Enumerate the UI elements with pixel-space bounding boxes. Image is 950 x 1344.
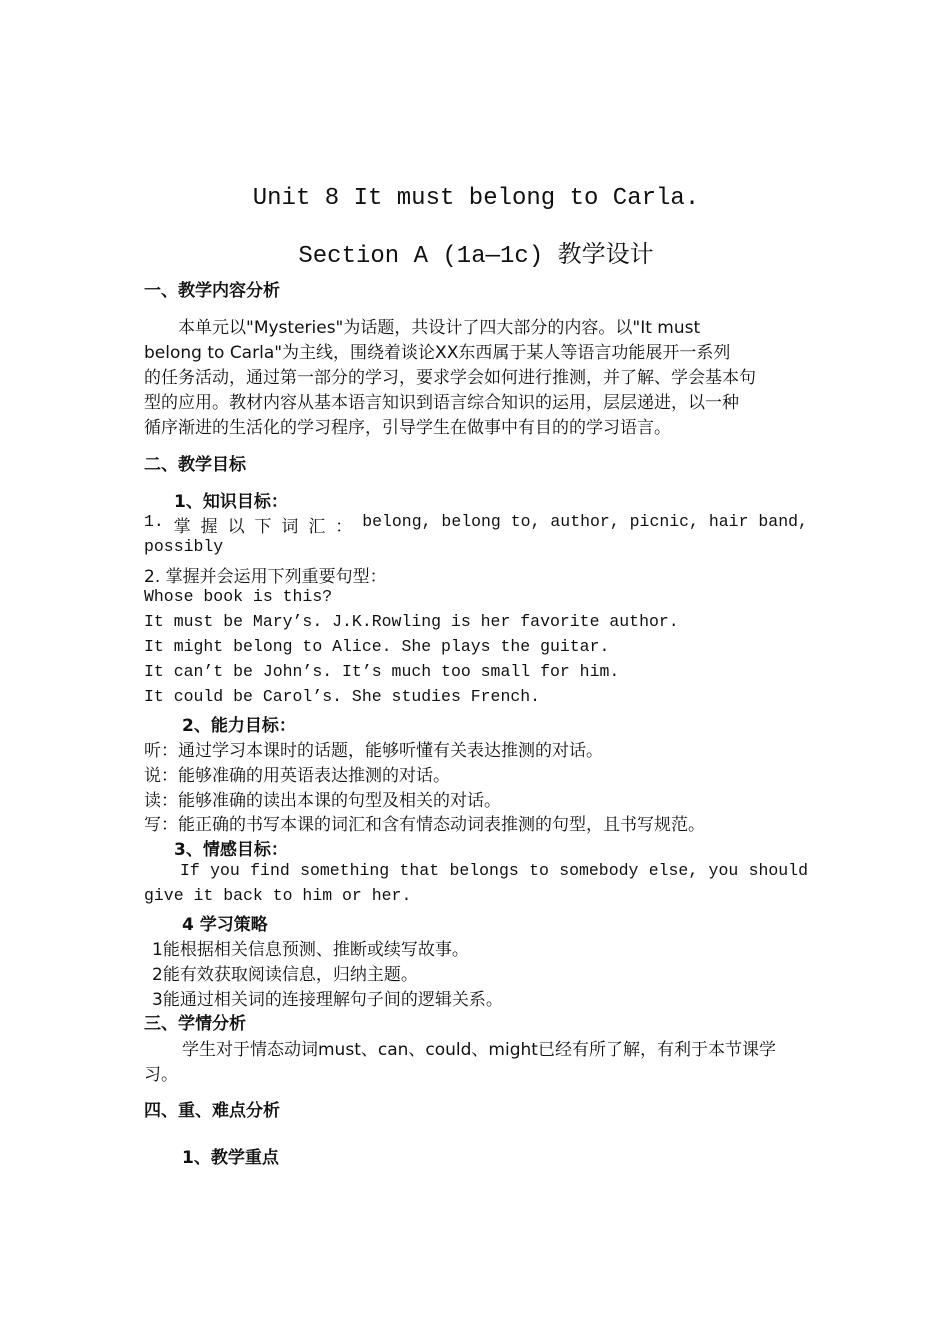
paragraph-line: 循序渐进的生活化的学习程序，引导学生在做事中有目的的学习语言。: [144, 418, 671, 438]
paragraph-line: 的任务活动，通过第一部分的学习，要求学会如何进行推测，并了解、学会基本句: [144, 368, 756, 388]
sentence-pattern: It can’t be John’s. It’s much too small for him.: [144, 662, 620, 681]
subheading-teaching-focus: 1、教学重点: [182, 1148, 279, 1168]
sentence-pattern: It must be Mary’s. J.K.Rowling is her favorite author.: [144, 612, 679, 631]
vocab-word: belong: [441, 512, 501, 531]
paragraph-line: 学生对于情态动词must、can、could、might已经有所了解，有利于本节课学: [182, 1040, 776, 1060]
section-heading-teaching-goals: 二、教学目标: [144, 455, 246, 475]
section-heading-content-analysis: 一、教学内容分析: [144, 281, 280, 301]
emotion-line: [180, 861, 808, 880]
paragraph-line: 习。: [144, 1065, 178, 1085]
subheading-knowledge-goals: 1、知识目标：: [174, 492, 288, 512]
strategy-item: 3能通过相关词的连接理解句子间的逻辑关系。: [152, 990, 503, 1010]
vocab-word: 汇: [308, 517, 326, 537]
paragraph-line: 型的应用。教材内容从基本语言知识到语言综合知识的运用，层层递进，以一种: [144, 393, 739, 413]
emotion-word: you: [210, 861, 240, 880]
section-heading-key-difficult-points: 四、重、难点分析: [144, 1101, 280, 1121]
vocab-word: 握: [200, 517, 218, 537]
vocab-word: belong,: [362, 512, 432, 531]
sentence-pattern: It could be Carol’s. She studies French.: [144, 687, 541, 706]
document-title: Unit 8 It must belong to Carla.: [252, 185, 700, 212]
vocab-word: 1.: [144, 512, 164, 531]
sentence-pattern: It might belong to Alice. She plays the guitar.: [144, 637, 610, 656]
ability-item: 说：能够准确的用英语表达推测的对话。: [144, 766, 450, 786]
subheading-learning-strategy: 4 学习策略: [182, 915, 268, 935]
emotion-word: else,: [648, 861, 699, 880]
subheading-emotion-goals: 3、情感目标：: [174, 840, 288, 860]
document-subtitle: Section A (1a—1c) 教学设计: [298, 243, 654, 270]
vocab-word: 以: [227, 517, 245, 537]
emotion-word: If: [180, 861, 200, 880]
vocab-word: 下: [254, 517, 272, 537]
patterns-intro: 2. 掌握并会运用下列重要句型：: [144, 567, 387, 587]
sentence-pattern: Whose book is this?: [144, 587, 333, 606]
section-heading-learner-analysis: 三、学情分析: [144, 1014, 246, 1034]
ability-item: 写：能正确的书写本课的词汇和含有情态动词表推测的句型，且书写规范。: [144, 815, 705, 835]
paragraph-line: belong to Carla"为主线，围绕着谈论XX东西属于某人等语言功能展开一系列: [144, 343, 731, 363]
paragraph-line: 本单元以"Mysteries"为话题，共设计了四大部分的内容。以"It must: [178, 318, 701, 338]
emotion-line-continued: give it back to him or her.: [144, 886, 412, 905]
emotion-word: something: [300, 861, 390, 880]
subheading-ability-goals: 2、能力目标：: [182, 716, 296, 736]
vocab-word: author,: [550, 512, 620, 531]
ability-item: 读：能够准确的读出本课的句型及相关的对话。: [144, 791, 501, 811]
vocab-word: 词: [281, 517, 299, 537]
vocab-line-continued: possibly: [144, 537, 224, 556]
emotion-word: to: [529, 861, 549, 880]
emotion-word: find: [250, 861, 290, 880]
vocab-line: [144, 512, 808, 537]
vocab-word: hair: [708, 512, 749, 531]
emotion-word: belongs: [449, 861, 519, 880]
strategy-item: 2能有效获取阅读信息，归纳主题。: [152, 965, 418, 985]
vocab-word: to,: [510, 512, 541, 531]
strategy-item: 1能根据相关信息预测、推断或续写故事。: [152, 940, 469, 960]
vocab-word: picnic,: [629, 512, 699, 531]
ability-item: 听：通过学习本课时的话题，能够听懂有关表达推测的对话。: [144, 741, 603, 761]
emotion-word: should: [748, 861, 808, 880]
emotion-word: you: [708, 861, 739, 880]
vocab-word: 掌: [173, 517, 191, 537]
vocab-word: ：: [335, 517, 353, 537]
emotion-word: somebody: [559, 861, 639, 880]
emotion-word: that: [399, 861, 440, 880]
vocab-word: band,: [758, 512, 808, 531]
